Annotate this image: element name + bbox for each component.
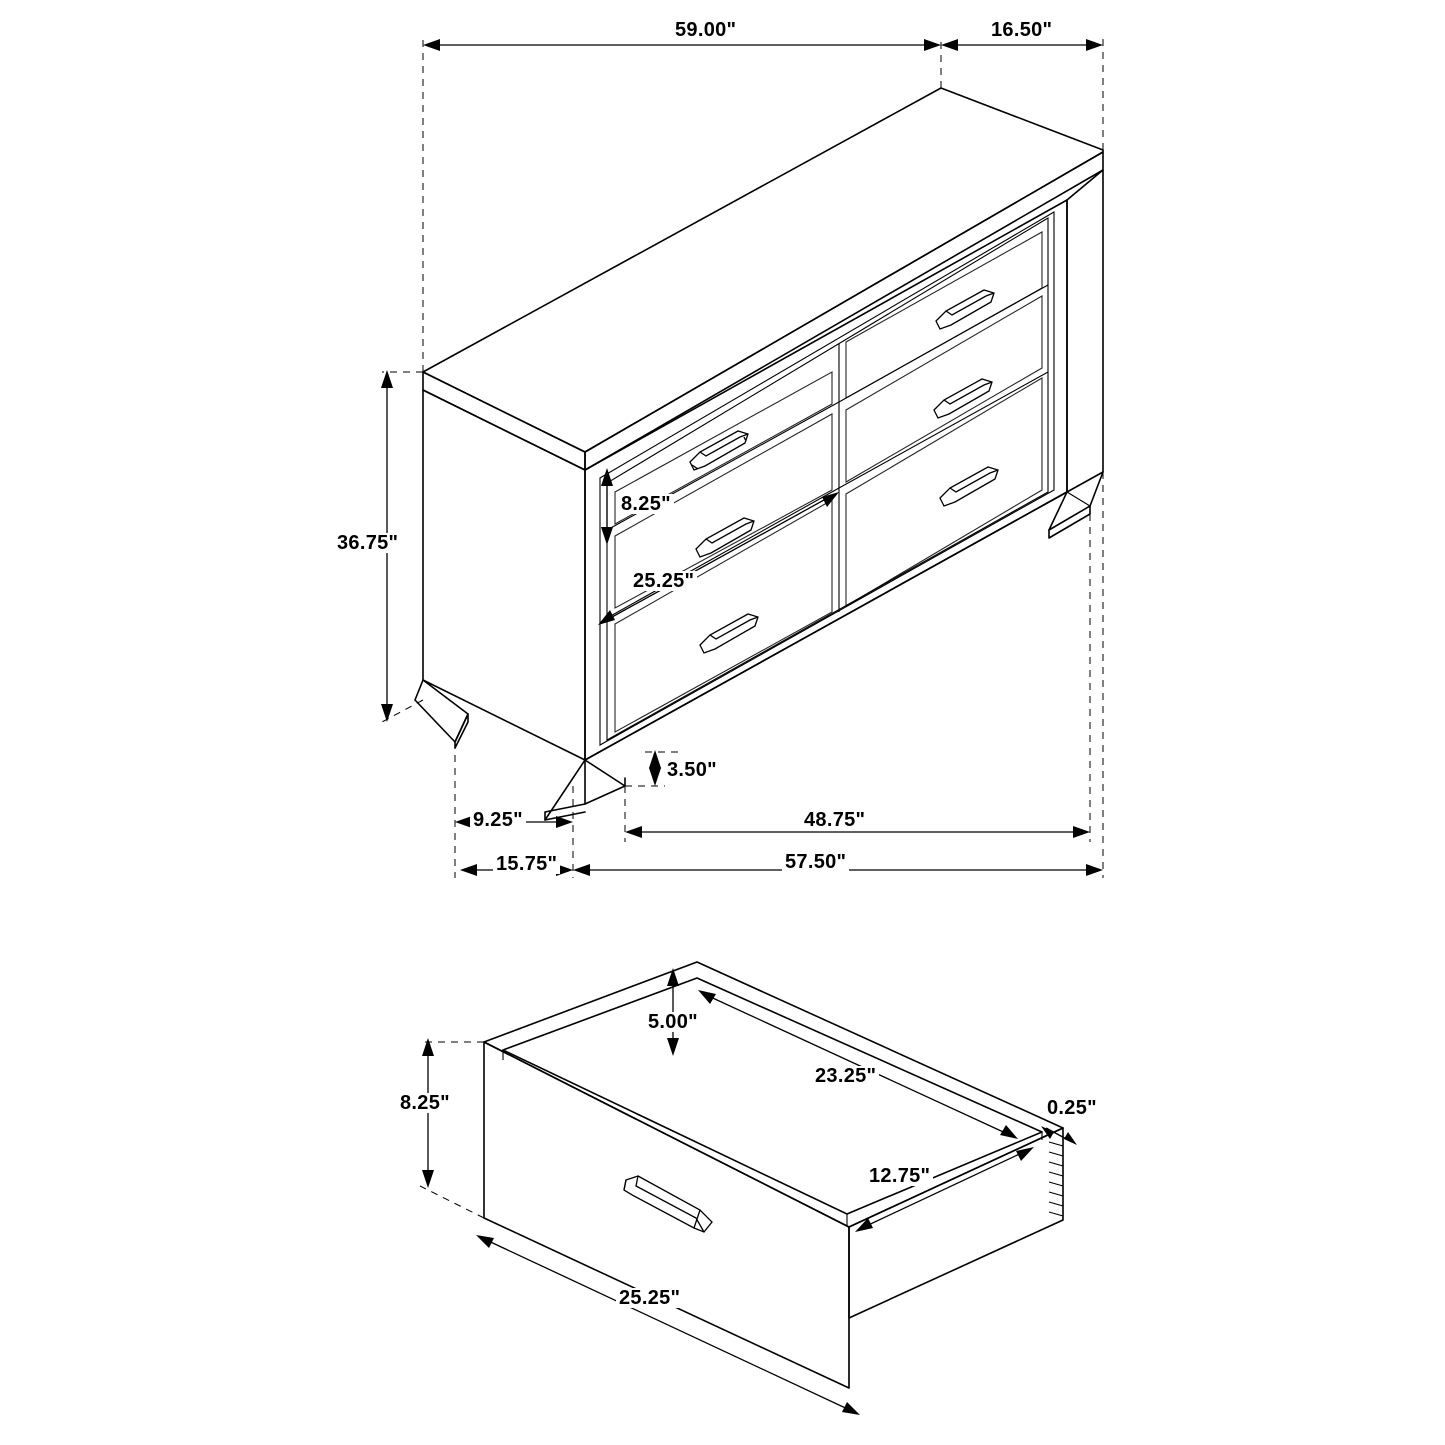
dim-drawer-face-height-detail: 8.25" (397, 1093, 453, 1113)
dim-overall-height: 36.75" (334, 533, 401, 553)
dim-drawer-interior-width: 12.75" (866, 1166, 933, 1186)
dim-foot-depth: 9.25" (470, 810, 526, 830)
dimension-lines-drawer (420, 968, 1077, 1415)
dim-drawer-side-height: 5.00" (645, 1012, 701, 1032)
dim-drawer-face-width: 25.25" (630, 571, 697, 591)
dim-base-depth: 15.75" (493, 854, 560, 874)
dim-base-inner-width: 48.75" (801, 810, 868, 830)
drawer-detail-pull-icon (624, 1176, 712, 1232)
dresser-body (415, 88, 1103, 820)
dim-leg-height: 3.50" (664, 760, 720, 780)
dimension-lines-dresser (381, 36, 1103, 878)
dim-drawer-overall-length: 25.25" (616, 1288, 683, 1308)
dim-overall-width: 59.00" (672, 20, 739, 40)
dim-drawer-interior-length: 23.25" (812, 1066, 879, 1086)
dim-drawer-face-height: 8.25" (618, 494, 674, 514)
dim-overall-depth: 16.50" (988, 20, 1055, 40)
dim-drawer-panel-thickness: 0.25" (1044, 1098, 1100, 1118)
dim-base-width: 57.50" (782, 852, 849, 872)
drawer-pull-icon-group (690, 290, 998, 653)
